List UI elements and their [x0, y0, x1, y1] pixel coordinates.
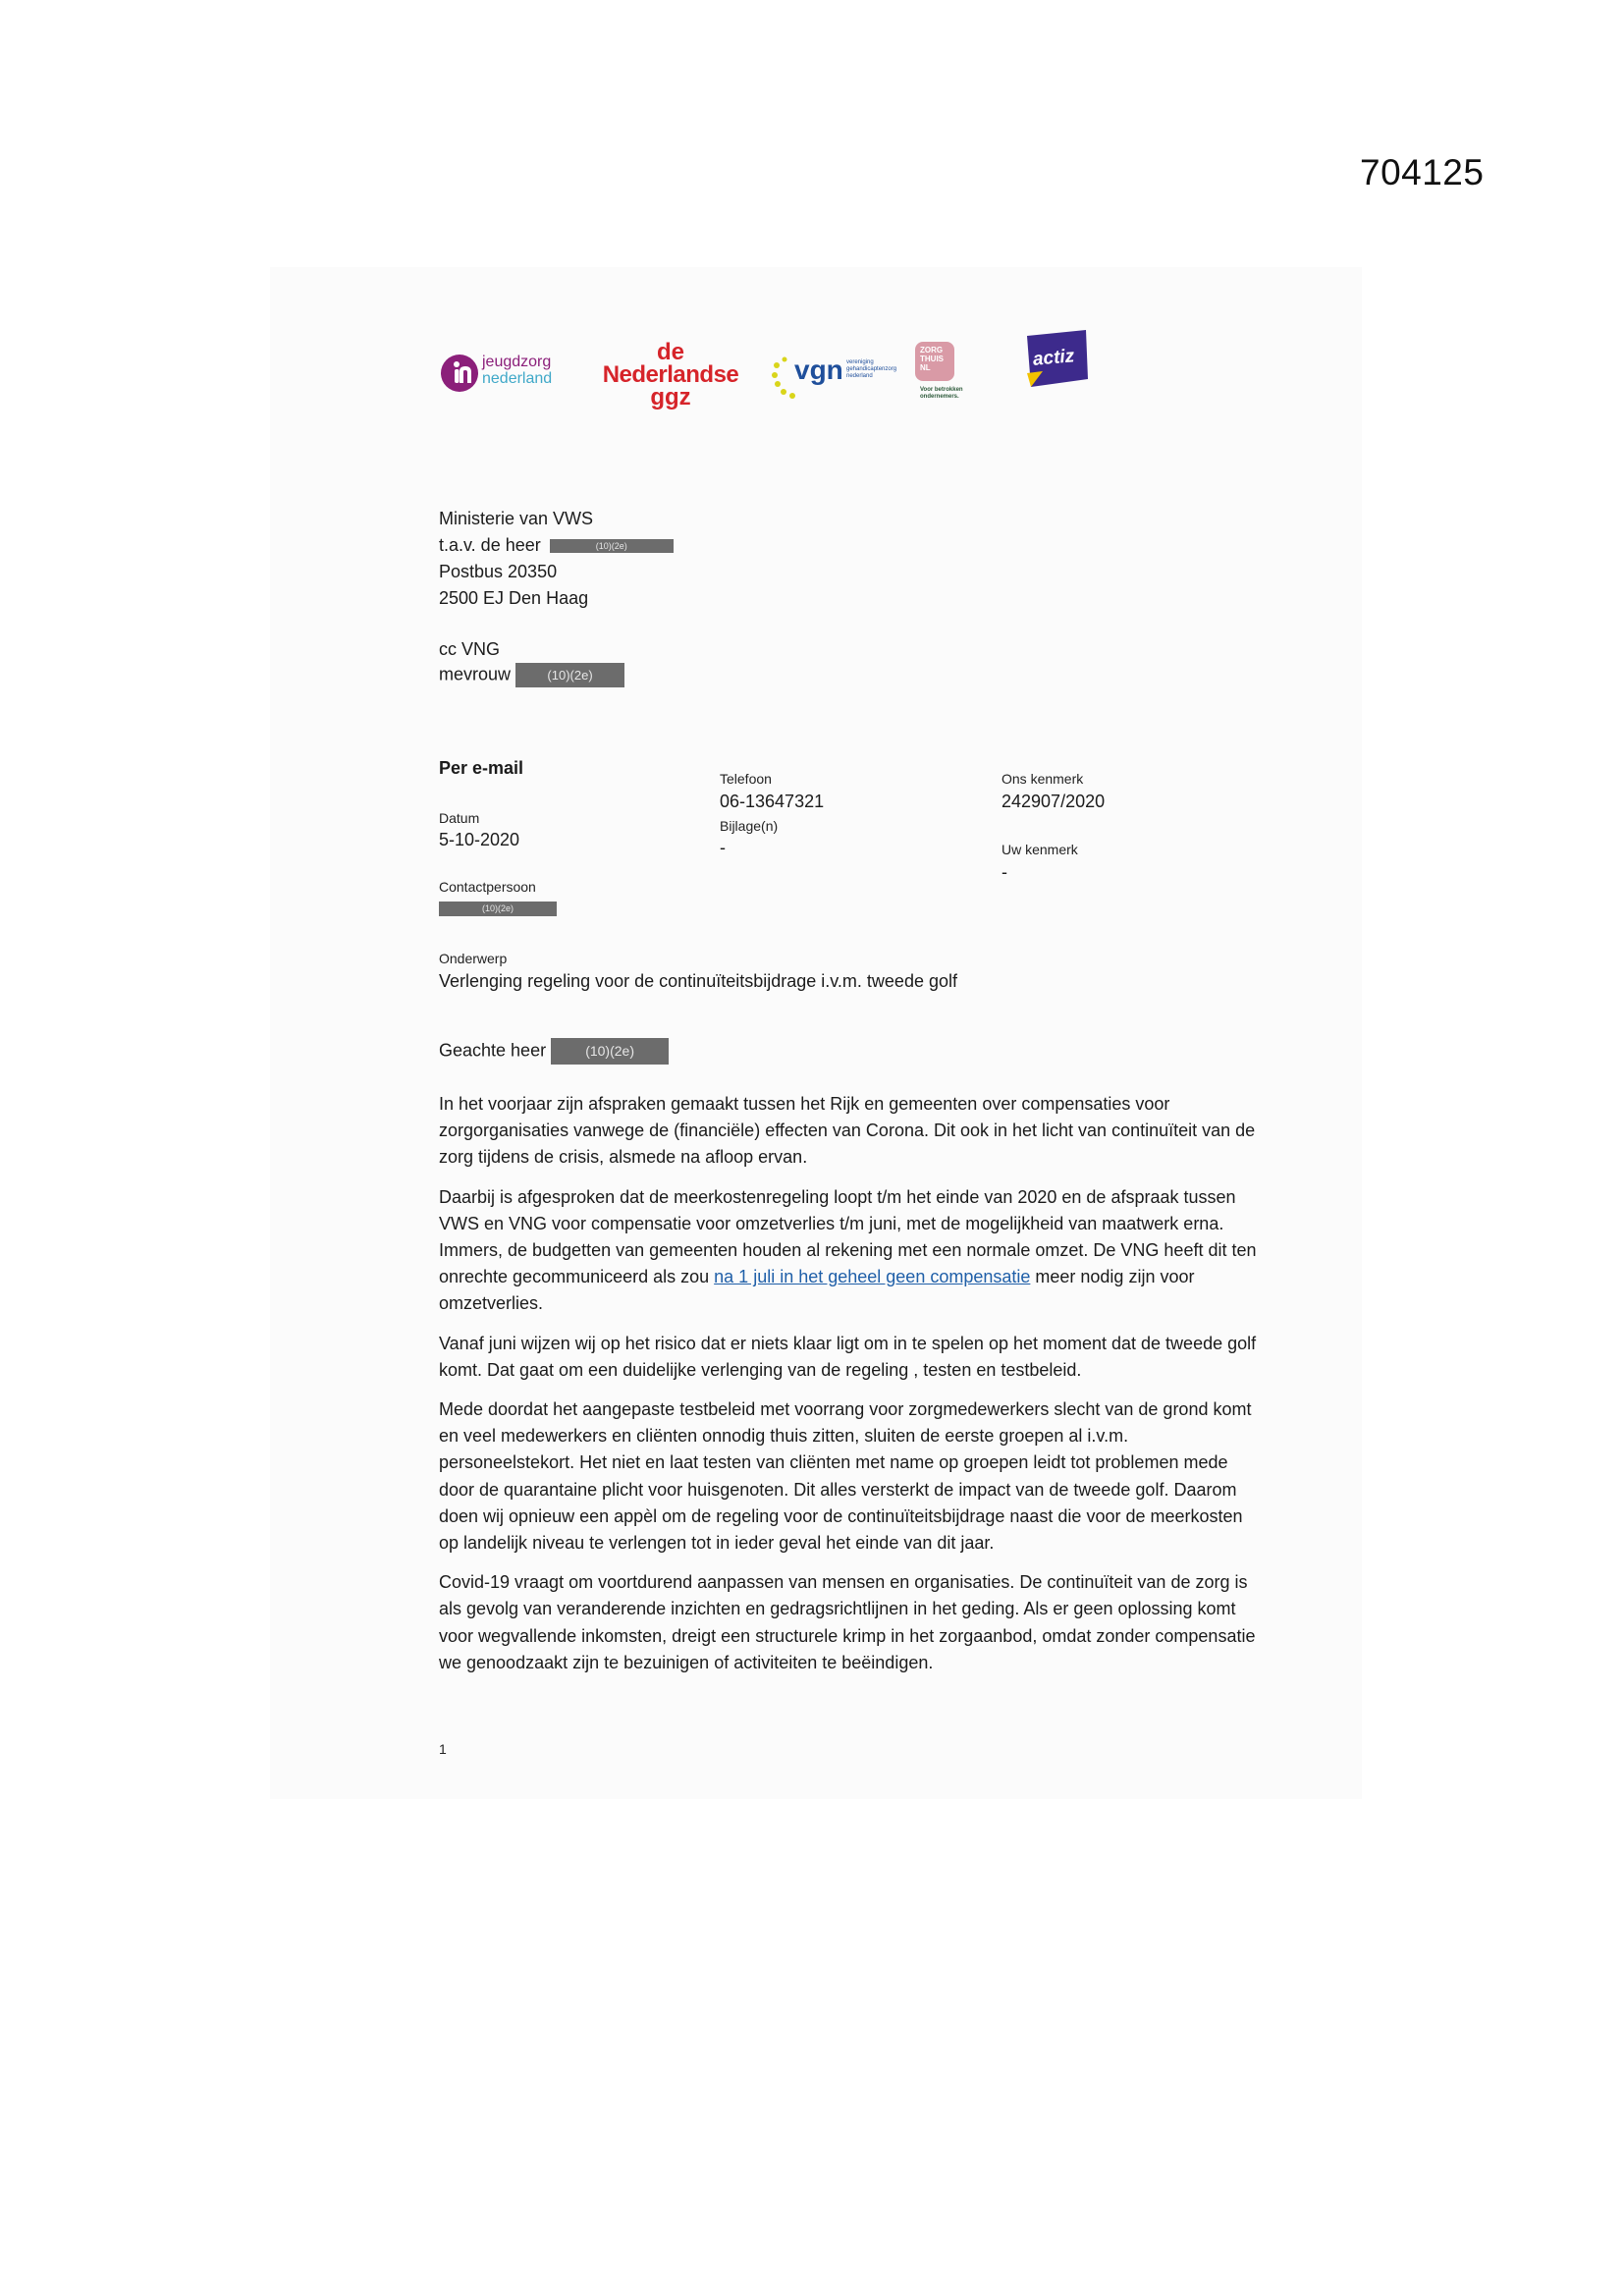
per-email-label: Per e-mail — [439, 758, 524, 778]
zorgthuis-badge — [915, 342, 954, 381]
nederlandse-ggz-logo — [597, 339, 744, 410]
paragraph-2-text-a: Daarbij is afgesproken dat de meerkostenregeling loopt t/m het einde van 2020 en de afspraak tussen VWS en VNG voor compensatie voor omzetverlies t/m juni, met de mogelijkheid van maatwerk erna. Immers, de budgetten van gemeenten houden al rekening met een normale omzet. De VNG heeft dit ten onrechte gecommuniceerd als zou — [439, 1186, 1257, 1287]
cc-line: cc VNG — [439, 639, 501, 659]
ons-kenmerk-label: Ons kenmerk — [1001, 771, 1084, 787]
paragraph-3: Vanaf juni wijzen wij op het risico dat er niets klaar ligt om in te spelen op het moment dat de tweede golf komt. Dat gaat om een duidelijke verlenging van de regeling , testen en testbeleid. — [439, 1333, 1257, 1380]
telefoon-value: 06-13647321 — [720, 792, 825, 811]
redaction-block: (10)(2e) — [515, 663, 624, 687]
letter-body — [439, 1091, 1264, 1689]
vgn-tagline-2: gehandicaptenzorg — [846, 366, 897, 372]
paragraph-2 — [439, 1184, 1264, 1318]
address-line-1: Ministerie van VWS — [439, 509, 594, 528]
zorgthuis-line3: NL — [920, 363, 931, 372]
logo-bar — [432, 324, 1100, 422]
contactpersoon-value — [439, 901, 557, 918]
cc-name-line — [439, 663, 624, 687]
redaction-block: (10)(2e) — [551, 1038, 669, 1065]
vgn-tagline-3: nederland — [846, 373, 873, 379]
paragraph-5: Covid-19 vraagt om voortdurend aanpassen van mensen en organisaties. De continuïteit van de zorg is als gevolg van veranderende inzichten en gedragsrichtlijnen in het geding. Als er geen oplossing komt voor wegvallende inkomsten, dreigt een structurele krimp in het zorgaanbod, omdat zonder compensatie we genoodzaakt zijn te bezuinigen of activiteiten te beëindigen. — [439, 1572, 1256, 1672]
uw-kenmerk-label: Uw kenmerk — [1001, 842, 1078, 857]
zorgthuis-tagline — [920, 387, 963, 401]
paragraph-1: In het voorjaar zijn afspraken gemaakt tussen het Rijk en gemeenten over compensaties voor zorgorganisaties vanwege de (financiële) effecten van Corona. Dit ook in het licht van continuïteit van de zorg tijdens de crisis, alsmede na afloop ervan. — [439, 1094, 1256, 1168]
ons-kenmerk-value: 242907/2020 — [1001, 792, 1106, 811]
bijlage-value: - — [720, 838, 726, 857]
jeugdzorg-line1: jeugdzorg — [482, 354, 552, 370]
vgn-name: vgn — [794, 355, 843, 385]
ggz-line3: ggz — [650, 384, 691, 410]
vgn-tagline — [846, 359, 896, 380]
zorgthuis-line2: THUIS — [920, 355, 944, 363]
zorgthuis-tag2: ondernemers. — [920, 394, 959, 400]
datum-label: Datum — [439, 810, 480, 826]
contactpersoon-label: Contactpersoon — [439, 879, 536, 895]
document-number: 704125 — [1360, 152, 1485, 192]
actiz-logo — [1023, 330, 1092, 391]
uw-kenmerk-value: - — [1001, 862, 1007, 882]
redaction-block: (10)(2e) — [439, 902, 557, 916]
salutation — [439, 1038, 669, 1065]
jeugdzorg-line2: nederland — [482, 370, 553, 387]
salutation-text: Geachte heer — [439, 1040, 547, 1061]
onderwerp-value: Verlenging regeling voor de continuïteitsbijdrage i.v.m. tweede golf — [439, 971, 957, 991]
compensatie-link[interactable]: na 1 juli in het geheel geen compensatie — [714, 1267, 1031, 1287]
cc-name-prefix: mevrouw — [439, 664, 512, 684]
paragraph-2-text-b: meer nodig zijn voor omzetverlies. — [439, 1267, 1195, 1314]
address-line-2-prefix: t.a.v. de heer — [439, 535, 541, 555]
vgn-logo — [771, 354, 898, 403]
zorgthuis-logo — [915, 342, 994, 420]
jeugdzorg-mark-icon — [440, 354, 479, 393]
telefoon-label: Telefoon — [720, 771, 772, 787]
ggz-line2: Nederlandse — [602, 361, 739, 388]
address-line-2 — [439, 535, 674, 556]
redaction-block: (10)(2e) — [550, 539, 674, 553]
actiz-name: actiz — [1032, 346, 1076, 370]
jeugdzorg-nederland-logo — [440, 352, 568, 401]
ggz-line1: de — [656, 339, 684, 365]
datum-value: 5-10-2020 — [439, 830, 520, 849]
zorgthuis-line1: ZORG — [920, 346, 944, 355]
address-line-4: 2500 EJ Den Haag — [439, 588, 589, 608]
bijlage-label: Bijlage(n) — [720, 818, 779, 834]
onderwerp-label: Onderwerp — [439, 951, 508, 966]
page-number: 1 — [439, 1741, 447, 1757]
vgn-tagline-1: vereniging — [846, 359, 874, 365]
zorgthuis-tag1: Voor betrokken — [920, 387, 963, 393]
paragraph-4: Mede doordat het aangepaste testbeleid met voorrang voor zorgmedewerkers slecht van de grond komt en veel medewerkers en cliënten onnodig thuis zitten, sluiten de eerste groepen al i.v.m. personeelstekort. Het niet en laat testen van cliënten met name op groepen leidt tot problemen mede door de quarantaine plicht voor huisgenoten. Dit alles versterkt de impact van de tweede golf. Daarom doen wij opnieuw een appèl om de regeling voor de continuïteitsbijdrage naast die voor de meerkosten op landelijk niveau te verlengen tot in ieder geval het einde van dit jaar. — [439, 1399, 1252, 1554]
address-line-3: Postbus 20350 — [439, 562, 558, 581]
